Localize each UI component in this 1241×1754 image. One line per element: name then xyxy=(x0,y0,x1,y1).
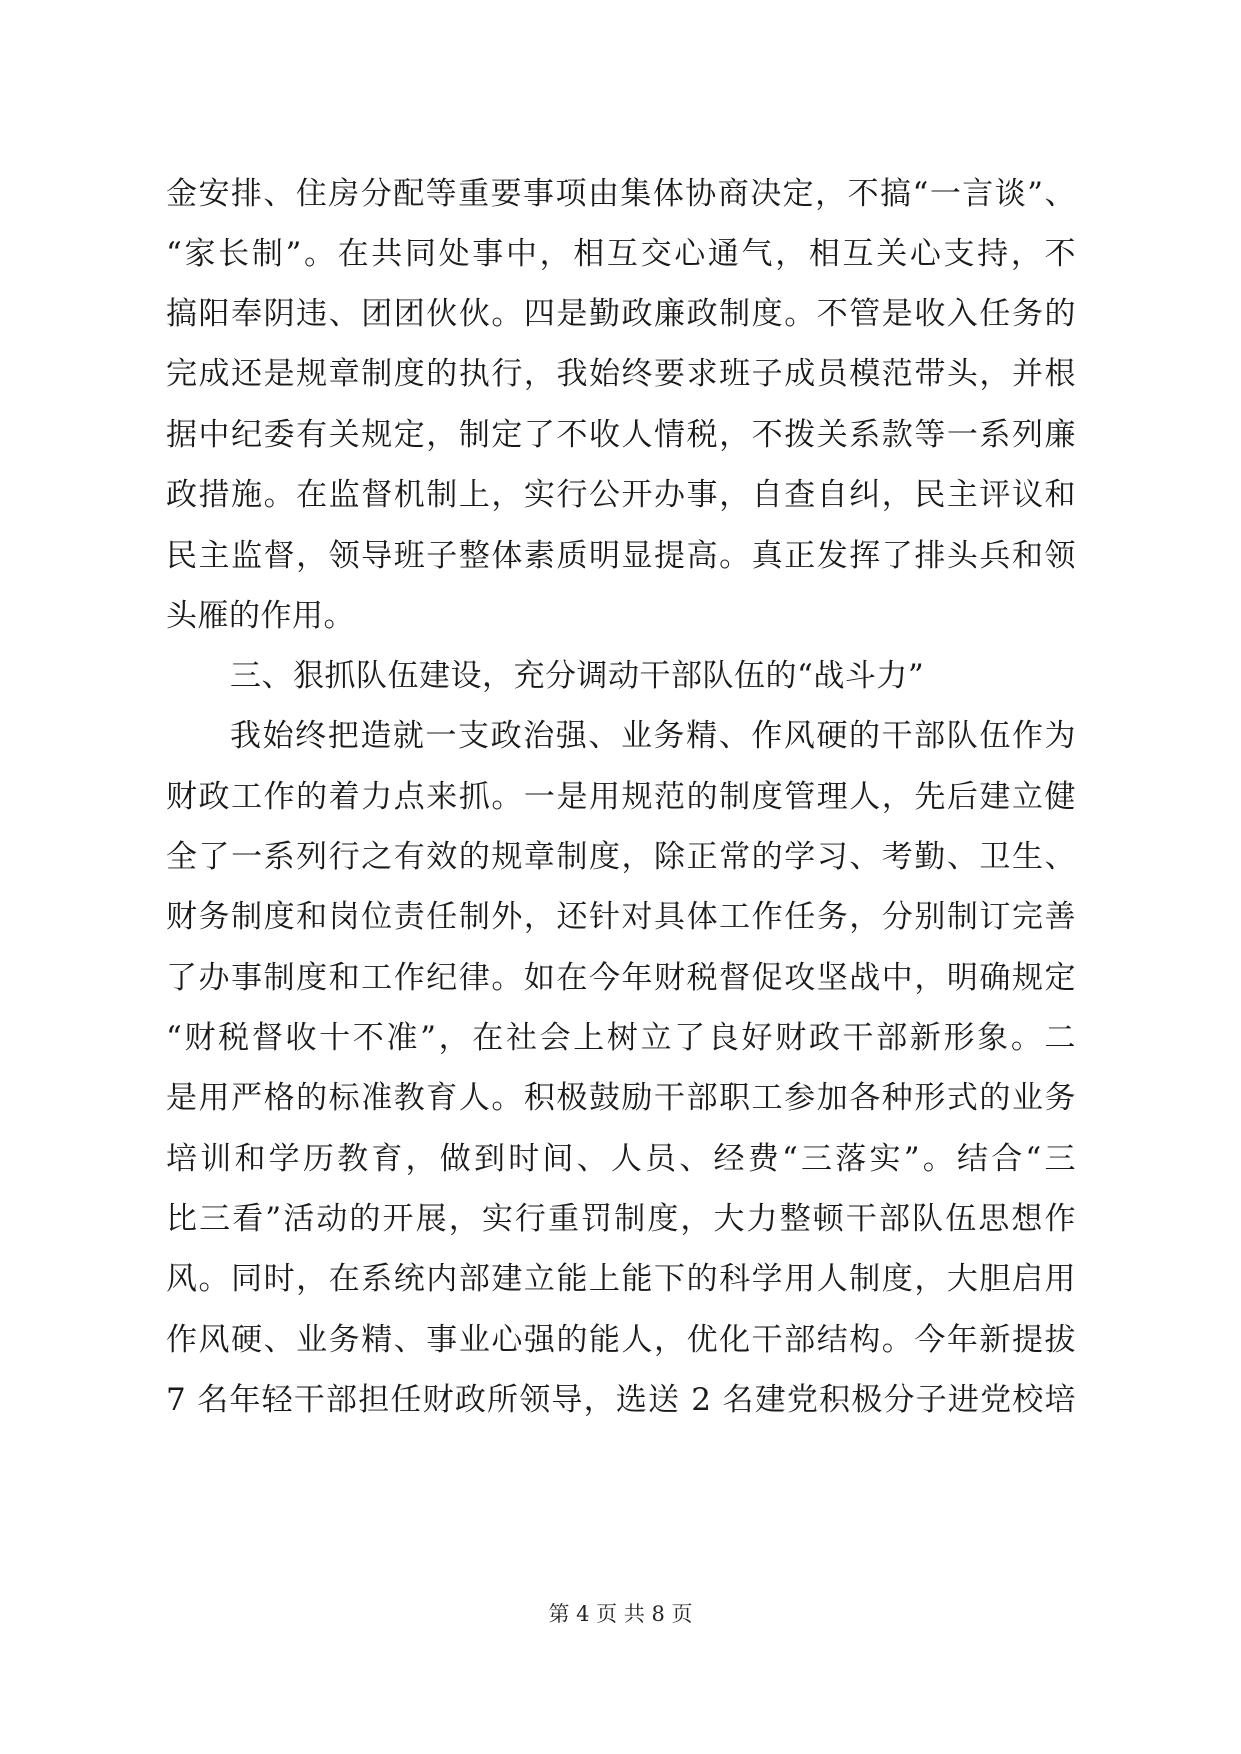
body-line: 培训和学历教育，做到时间、人员、经费“三落实”。结合“三 xyxy=(166,1141,1076,1177)
body-line: 作风硬、业务精、事业心强的能人，优化干部结构。今年新提拔 xyxy=(166,1322,1076,1358)
body-line: 全了一系列行之有效的规章制度，除正常的学习、考勤、卫生、 xyxy=(166,839,1076,875)
body-line: “财税督收十不准”，在社会上树立了良好财政干部新形象。二 xyxy=(166,1020,1076,1056)
paragraph-first-line: 我始终把造就一支政治强、业务精、作风硬的干部队伍作为 xyxy=(230,718,1076,754)
body-line: 金安排、住房分配等重要事项由集体协商决定，不搞“一言谈”、 xyxy=(166,176,1076,212)
body-line: 了办事制度和工作纪律。如在今年财税督促攻坚战中，明确规定 xyxy=(166,960,1076,996)
body-line: 财政工作的着力点来抓。一是用规范的制度管理人，先后建立健 xyxy=(166,779,1076,815)
body-line: 据中纪委有关规定，制定了不收人情税，不拨关系款等一系列廉 xyxy=(166,417,1076,453)
body-line: 是用严格的标准教育人。积极鼓励干部职工参加各种形式的业务 xyxy=(166,1080,1076,1116)
body-line: 比三看”活动的开展，实行重罚制度，大力整顿干部队伍思想作 xyxy=(166,1201,1076,1237)
page-number-footer: 第 4 页 共 8 页 xyxy=(548,1602,693,1626)
body-line: 财务制度和岗位责任制外，还针对具体工作任务，分别制订完善 xyxy=(166,899,1076,935)
body-line: 政措施。在监督机制上，实行公开办事，自查自纠，民主评议和 xyxy=(166,477,1076,513)
body-line: “家长制”。在共同处事中，相互交心通气，相互关心支持，不 xyxy=(166,236,1076,272)
body-line: 搞阳奉阴违、团团伙伙。四是勤政廉政制度。不管是收入任务的 xyxy=(166,296,1076,332)
body-line: 7 名年轻干部担任财政所领导，选送 2 名建党积极分子进党校培 xyxy=(166,1382,1076,1418)
body-line: 民主监督，领导班子整体素质明显提高。真正发挥了排头兵和领 xyxy=(166,538,1076,574)
section-heading: 三、狠抓队伍建设，充分调动干部队伍的“战斗力” xyxy=(230,658,925,694)
body-line: 风。同时，在系统内部建立能上能下的科学用人制度，大胆启用 xyxy=(166,1261,1076,1297)
body-line: 头雁的作用。 xyxy=(166,598,355,634)
body-line: 完成还是规章制度的执行，我始终要求班子成员模范带头，并根 xyxy=(166,356,1076,392)
